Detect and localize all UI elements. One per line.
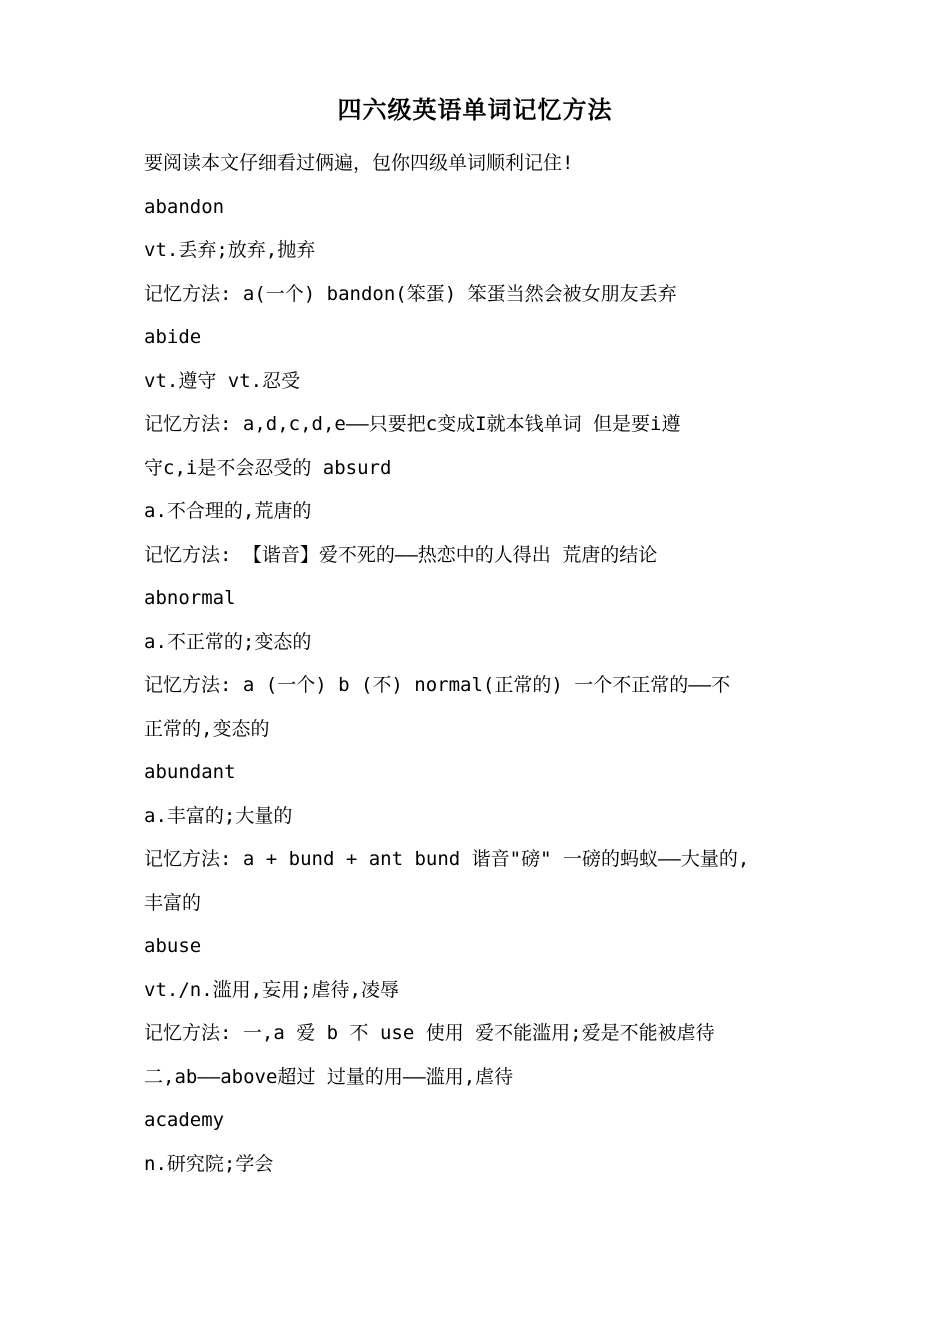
text-line: a.丰富的;大量的: [144, 804, 293, 827]
text-line: a.不正常的;变态的: [144, 630, 312, 653]
text-line: 要阅读本文仔细看过俩遍，包你四级单词顺利记住!: [144, 152, 574, 174]
text-line: academy: [144, 1109, 225, 1131]
text-line: abundant: [144, 761, 236, 783]
text-line: 记忆方法: a (一个) b (不) normal(正常的) 一个不正常的——不: [144, 674, 731, 696]
text-line: a.不合理的,荒唐的: [144, 500, 312, 522]
text-line: 记忆方法: 【谐音】爱不死的——热恋中的人得出 荒唐的结论: [144, 543, 658, 566]
text-line: abide: [144, 326, 202, 348]
text-line: abandon: [144, 195, 225, 218]
document-body: [144, 142, 824, 1186]
page-title: 四六级英语单词记忆方法: [337, 95, 613, 124]
text-line: vt.遵守 vt.忍受: [144, 369, 301, 392]
text-line: 二,ab——above超过 过量的用——滥用,虐待: [144, 1065, 514, 1088]
text-line: 记忆方法: a + bund + ant bund 谐音"磅" 一磅的蚂蚁——大量的,: [144, 848, 750, 870]
text-line: vt.丢弃;放弃,抛弃: [144, 239, 316, 261]
text-line: 记忆方法: a(一个) bandon(笨蛋) 笨蛋当然会被女朋友丢弃: [144, 282, 677, 305]
text-line: 记忆方法: 一,a 爱 b 不 use 使用 爱不能滥用;爱是不能被虐待: [144, 1022, 715, 1044]
text-line: vt./n.滥用,妄用;虐待,凌辱: [144, 978, 399, 1001]
text-line: 守c,i是不会忍受的 absurd: [144, 456, 392, 479]
text-line: 正常的,变态的: [144, 717, 270, 740]
text-line: abuse: [144, 935, 202, 957]
text-line: n.研究院;学会: [144, 1152, 274, 1175]
text-line: 记忆方法: a,d,c,d,e——只要把c变成I就本钱单词 但是要i遵: [144, 413, 681, 435]
text-line: abnormal: [144, 587, 236, 609]
text-line: 丰富的: [144, 891, 202, 914]
